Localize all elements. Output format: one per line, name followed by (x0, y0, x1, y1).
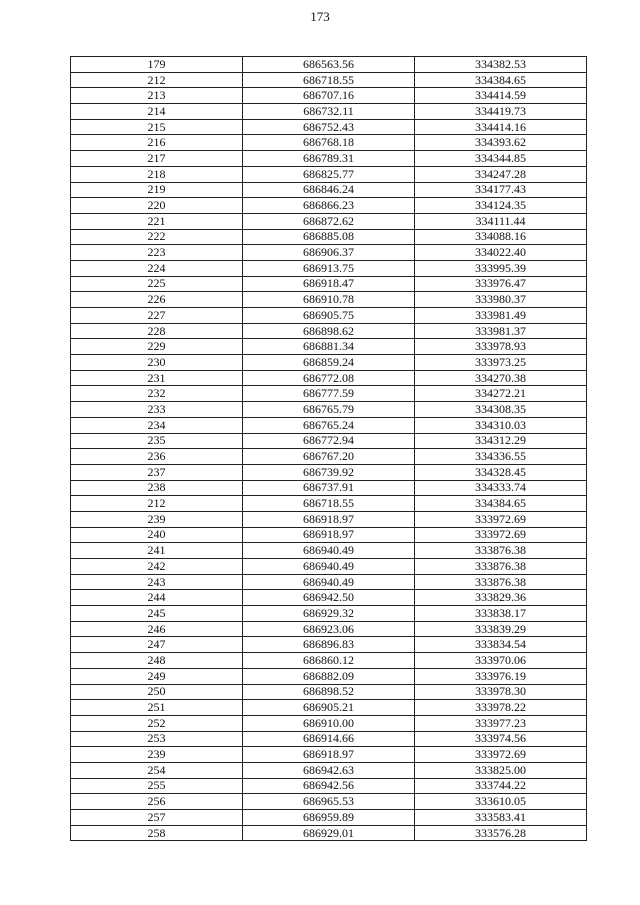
y-coordinate-cell: 333976.19 (415, 668, 587, 684)
x-coordinate-cell: 686777.59 (243, 386, 415, 402)
y-coordinate-cell: 333972.69 (415, 511, 587, 527)
point-number-cell: 246 (71, 621, 243, 637)
y-coordinate-cell: 333876.38 (415, 543, 587, 559)
point-number-cell: 244 (71, 590, 243, 606)
y-coordinate-cell: 333977.23 (415, 715, 587, 731)
point-number-cell: 248 (71, 653, 243, 669)
table-row (71, 543, 587, 559)
x-coordinate-cell: 686885.08 (243, 229, 415, 245)
x-coordinate-cell: 686898.62 (243, 323, 415, 339)
y-coordinate-cell: 333825.00 (415, 762, 587, 778)
table-row (71, 621, 587, 637)
table-row (71, 684, 587, 700)
y-coordinate-cell: 333829.36 (415, 590, 587, 606)
point-number-cell: 237 (71, 464, 243, 480)
table-row (71, 88, 587, 104)
table-row (71, 308, 587, 324)
y-coordinate-cell: 334419.73 (415, 104, 587, 120)
x-coordinate-cell: 686905.21 (243, 700, 415, 716)
table-row (71, 402, 587, 418)
x-coordinate-cell: 686942.56 (243, 778, 415, 794)
y-coordinate-cell: 333978.93 (415, 339, 587, 355)
table-row (71, 260, 587, 276)
point-number-cell: 236 (71, 449, 243, 465)
table-row (71, 496, 587, 512)
y-coordinate-cell: 333981.37 (415, 323, 587, 339)
y-coordinate-cell: 334333.74 (415, 480, 587, 496)
table-row (71, 653, 587, 669)
y-coordinate-cell: 334312.29 (415, 433, 587, 449)
point-number-cell: 242 (71, 559, 243, 575)
x-coordinate-cell: 686872.62 (243, 213, 415, 229)
table-row (71, 292, 587, 308)
table-row (71, 527, 587, 543)
table-row (71, 449, 587, 465)
y-coordinate-cell: 334124.35 (415, 198, 587, 214)
table-row (71, 72, 587, 88)
table-row (71, 464, 587, 480)
x-coordinate-cell: 686767.20 (243, 449, 415, 465)
x-coordinate-cell: 686918.47 (243, 276, 415, 292)
table-row (71, 590, 587, 606)
point-number-cell: 222 (71, 229, 243, 245)
y-coordinate-cell: 333978.30 (415, 684, 587, 700)
point-number-cell: 250 (71, 684, 243, 700)
y-coordinate-cell: 333970.06 (415, 653, 587, 669)
x-coordinate-cell: 686906.37 (243, 245, 415, 261)
x-coordinate-cell: 686732.11 (243, 104, 415, 120)
x-coordinate-cell: 686918.97 (243, 747, 415, 763)
point-number-cell: 218 (71, 166, 243, 182)
table-row (71, 700, 587, 716)
point-number-cell: 239 (71, 511, 243, 527)
table-row (71, 606, 587, 622)
y-coordinate-cell: 334414.16 (415, 119, 587, 135)
y-coordinate-cell: 333610.05 (415, 794, 587, 810)
point-number-cell: 243 (71, 574, 243, 590)
x-coordinate-cell: 686859.24 (243, 355, 415, 371)
y-coordinate-cell: 333876.38 (415, 574, 587, 590)
table-row (71, 480, 587, 496)
x-coordinate-cell: 686898.52 (243, 684, 415, 700)
point-number-cell: 179 (71, 57, 243, 73)
y-coordinate-cell: 334344.85 (415, 151, 587, 167)
x-coordinate-cell: 686825.77 (243, 166, 415, 182)
point-number-cell: 231 (71, 370, 243, 386)
y-coordinate-cell: 334111.44 (415, 213, 587, 229)
point-number-cell: 230 (71, 355, 243, 371)
coordinates-table (70, 56, 587, 841)
coordinates-table-body (71, 57, 587, 841)
y-coordinate-cell: 334328.45 (415, 464, 587, 480)
point-number-cell: 245 (71, 606, 243, 622)
x-coordinate-cell: 686789.31 (243, 151, 415, 167)
point-number-cell: 253 (71, 731, 243, 747)
point-number-cell: 214 (71, 104, 243, 120)
y-coordinate-cell: 333974.56 (415, 731, 587, 747)
point-number-cell: 239 (71, 747, 243, 763)
table-row (71, 810, 587, 826)
table-row (71, 762, 587, 778)
x-coordinate-cell: 686929.01 (243, 825, 415, 841)
table-row (71, 213, 587, 229)
x-coordinate-cell: 686913.75 (243, 260, 415, 276)
point-number-cell: 232 (71, 386, 243, 402)
x-coordinate-cell: 686914.66 (243, 731, 415, 747)
x-coordinate-cell: 686563.56 (243, 57, 415, 73)
y-coordinate-cell: 333972.69 (415, 527, 587, 543)
point-number-cell: 224 (71, 260, 243, 276)
table-row (71, 355, 587, 371)
table-row (71, 417, 587, 433)
x-coordinate-cell: 686929.32 (243, 606, 415, 622)
y-coordinate-cell: 334247.28 (415, 166, 587, 182)
table-row (71, 433, 587, 449)
table-row (71, 637, 587, 653)
x-coordinate-cell: 686942.63 (243, 762, 415, 778)
y-coordinate-cell: 334177.43 (415, 182, 587, 198)
x-coordinate-cell: 686718.55 (243, 496, 415, 512)
point-number-cell: 215 (71, 119, 243, 135)
x-coordinate-cell: 686940.49 (243, 543, 415, 559)
point-number-cell: 226 (71, 292, 243, 308)
y-coordinate-cell: 333995.39 (415, 260, 587, 276)
y-coordinate-cell: 333838.17 (415, 606, 587, 622)
point-number-cell: 256 (71, 794, 243, 810)
y-coordinate-cell: 333876.38 (415, 559, 587, 575)
point-number-cell: 213 (71, 88, 243, 104)
point-number-cell: 240 (71, 527, 243, 543)
y-coordinate-cell: 334308.35 (415, 402, 587, 418)
table-row (71, 119, 587, 135)
table-row (71, 182, 587, 198)
x-coordinate-cell: 686882.09 (243, 668, 415, 684)
x-coordinate-cell: 686959.89 (243, 810, 415, 826)
point-number-cell: 241 (71, 543, 243, 559)
y-coordinate-cell: 333839.29 (415, 621, 587, 637)
point-number-cell: 228 (71, 323, 243, 339)
x-coordinate-cell: 686739.92 (243, 464, 415, 480)
table-row (71, 668, 587, 684)
point-number-cell: 225 (71, 276, 243, 292)
x-coordinate-cell: 686965.53 (243, 794, 415, 810)
point-number-cell: 233 (71, 402, 243, 418)
y-coordinate-cell: 334310.03 (415, 417, 587, 433)
x-coordinate-cell: 686918.97 (243, 527, 415, 543)
y-coordinate-cell: 334272.21 (415, 386, 587, 402)
y-coordinate-cell: 334414.59 (415, 88, 587, 104)
table-row (71, 323, 587, 339)
point-number-cell: 254 (71, 762, 243, 778)
x-coordinate-cell: 686910.00 (243, 715, 415, 731)
table-row (71, 715, 587, 731)
y-coordinate-cell: 333834.54 (415, 637, 587, 653)
table-row (71, 339, 587, 355)
y-coordinate-cell: 334382.53 (415, 57, 587, 73)
y-coordinate-cell: 333744.22 (415, 778, 587, 794)
table-row (71, 731, 587, 747)
y-coordinate-cell: 333980.37 (415, 292, 587, 308)
point-number-cell: 234 (71, 417, 243, 433)
table-row (71, 151, 587, 167)
point-number-cell: 251 (71, 700, 243, 716)
point-number-cell: 221 (71, 213, 243, 229)
page-number: 173 (310, 9, 330, 24)
y-coordinate-cell: 333973.25 (415, 355, 587, 371)
y-coordinate-cell: 334384.65 (415, 72, 587, 88)
table-row (71, 559, 587, 575)
table-row (71, 57, 587, 73)
point-number-cell: 257 (71, 810, 243, 826)
point-number-cell: 217 (71, 151, 243, 167)
point-number-cell: 223 (71, 245, 243, 261)
table-row (71, 370, 587, 386)
point-number-cell: 219 (71, 182, 243, 198)
x-coordinate-cell: 686881.34 (243, 339, 415, 355)
table-row (71, 229, 587, 245)
point-number-cell: 258 (71, 825, 243, 841)
x-coordinate-cell: 686923.06 (243, 621, 415, 637)
point-number-cell: 247 (71, 637, 243, 653)
y-coordinate-cell: 333576.28 (415, 825, 587, 841)
x-coordinate-cell: 686918.97 (243, 511, 415, 527)
point-number-cell: 227 (71, 308, 243, 324)
table-row (71, 166, 587, 182)
x-coordinate-cell: 686765.79 (243, 402, 415, 418)
x-coordinate-cell: 686772.94 (243, 433, 415, 449)
x-coordinate-cell: 686866.23 (243, 198, 415, 214)
x-coordinate-cell: 686765.24 (243, 417, 415, 433)
table-row (71, 511, 587, 527)
x-coordinate-cell: 686772.08 (243, 370, 415, 386)
y-coordinate-cell: 333972.69 (415, 747, 587, 763)
point-number-cell: 216 (71, 135, 243, 151)
x-coordinate-cell: 686940.49 (243, 574, 415, 590)
point-number-cell: 252 (71, 715, 243, 731)
x-coordinate-cell: 686896.83 (243, 637, 415, 653)
y-coordinate-cell: 334022.40 (415, 245, 587, 261)
x-coordinate-cell: 686942.50 (243, 590, 415, 606)
table-row (71, 794, 587, 810)
y-coordinate-cell: 334336.55 (415, 449, 587, 465)
x-coordinate-cell: 686905.75 (243, 308, 415, 324)
x-coordinate-cell: 686707.16 (243, 88, 415, 104)
table-row (71, 825, 587, 841)
table-row (71, 574, 587, 590)
table-row (71, 386, 587, 402)
point-number-cell: 212 (71, 72, 243, 88)
y-coordinate-cell: 334270.38 (415, 370, 587, 386)
point-number-cell: 212 (71, 496, 243, 512)
point-number-cell: 229 (71, 339, 243, 355)
x-coordinate-cell: 686860.12 (243, 653, 415, 669)
point-number-cell: 255 (71, 778, 243, 794)
point-number-cell: 249 (71, 668, 243, 684)
y-coordinate-cell: 333976.47 (415, 276, 587, 292)
y-coordinate-cell: 334393.62 (415, 135, 587, 151)
point-number-cell: 220 (71, 198, 243, 214)
x-coordinate-cell: 686846.24 (243, 182, 415, 198)
y-coordinate-cell: 334384.65 (415, 496, 587, 512)
point-number-cell: 238 (71, 480, 243, 496)
table-row (71, 198, 587, 214)
table-row (71, 747, 587, 763)
table-row (71, 778, 587, 794)
y-coordinate-cell: 333583.41 (415, 810, 587, 826)
y-coordinate-cell: 334088.16 (415, 229, 587, 245)
y-coordinate-cell: 333981.49 (415, 308, 587, 324)
table-row (71, 276, 587, 292)
table-row (71, 135, 587, 151)
x-coordinate-cell: 686940.49 (243, 559, 415, 575)
table-row (71, 104, 587, 120)
x-coordinate-cell: 686752.43 (243, 119, 415, 135)
x-coordinate-cell: 686737.91 (243, 480, 415, 496)
table-row (71, 245, 587, 261)
point-number-cell: 235 (71, 433, 243, 449)
x-coordinate-cell: 686768.18 (243, 135, 415, 151)
y-coordinate-cell: 333978.22 (415, 700, 587, 716)
x-coordinate-cell: 686910.78 (243, 292, 415, 308)
x-coordinate-cell: 686718.55 (243, 72, 415, 88)
